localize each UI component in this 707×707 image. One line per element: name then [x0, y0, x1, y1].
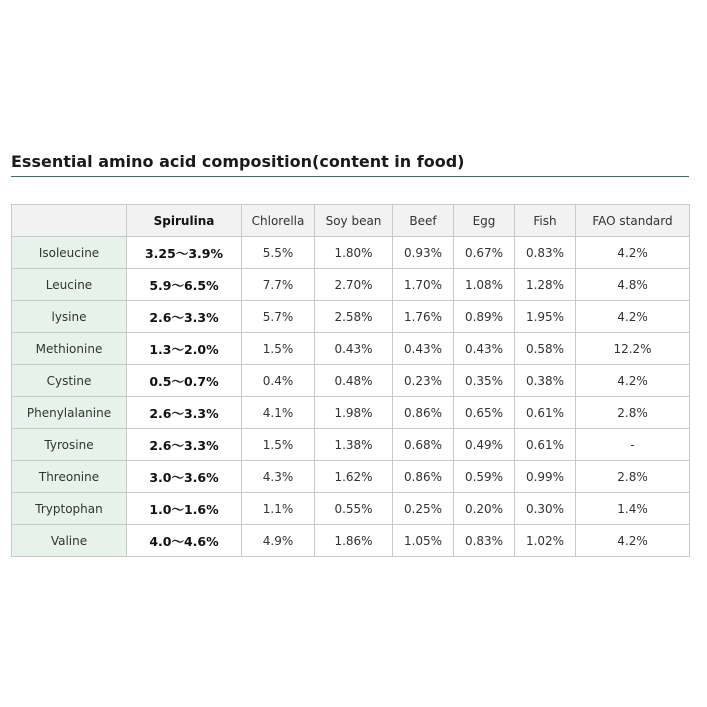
spirulina-value: 4.0～4.6% [127, 525, 242, 557]
section-heading [11, 152, 689, 177]
spirulina-value: 2.6～3.3% [127, 397, 242, 429]
fao-standard-value: 4.2% [576, 365, 690, 397]
fish-value: 0.58% [515, 333, 576, 365]
table-row [12, 397, 690, 429]
fao-standard-value: 4.2% [576, 237, 690, 269]
table-body [12, 237, 690, 557]
spirulina-value: 1.3～2.0% [127, 333, 242, 365]
fish-value: 0.38% [515, 365, 576, 397]
amino-acid-name: Leucine [12, 269, 127, 301]
chlorella-value: 4.3% [242, 461, 315, 493]
spirulina-value: 1.0～1.6% [127, 493, 242, 525]
fish-value: 0.99% [515, 461, 576, 493]
beef-value: 0.23% [393, 365, 454, 397]
fish-value: 1.28% [515, 269, 576, 301]
table-header-row [12, 205, 690, 237]
column-header-blank [12, 205, 127, 237]
table-row [12, 365, 690, 397]
amino-acid-name: Cystine [12, 365, 127, 397]
soy-bean-value: 1.98% [315, 397, 393, 429]
soy-bean-value: 1.80% [315, 237, 393, 269]
soy-bean-value: 1.62% [315, 461, 393, 493]
soy-bean-value: 1.38% [315, 429, 393, 461]
column-header-fish: Fish [515, 205, 576, 237]
beef-value: 0.86% [393, 461, 454, 493]
fish-value: 1.02% [515, 525, 576, 557]
soy-bean-value: 2.70% [315, 269, 393, 301]
chlorella-value: 1.5% [242, 429, 315, 461]
chlorella-value: 5.7% [242, 301, 315, 333]
table-row [12, 237, 690, 269]
amino-acid-name: Valine [12, 525, 127, 557]
fao-standard-value: 4.8% [576, 269, 690, 301]
beef-value: 0.25% [393, 493, 454, 525]
chlorella-value: 4.9% [242, 525, 315, 557]
egg-value: 0.20% [454, 493, 515, 525]
egg-value: 0.67% [454, 237, 515, 269]
spirulina-value: 5.9～6.5% [127, 269, 242, 301]
beef-value: 1.76% [393, 301, 454, 333]
fish-value: 0.61% [515, 429, 576, 461]
chlorella-value: 4.1% [242, 397, 315, 429]
spirulina-value: 0.5～0.7% [127, 365, 242, 397]
beef-value: 0.43% [393, 333, 454, 365]
egg-value: 0.43% [454, 333, 515, 365]
fish-value: 0.83% [515, 237, 576, 269]
page-title: Essential amino acid composition(content in food) [11, 152, 465, 171]
beef-value: 1.05% [393, 525, 454, 557]
amino-acid-table [11, 204, 690, 557]
table-row [12, 461, 690, 493]
amino-acid-name: Tryptophan [12, 493, 127, 525]
spirulina-value: 2.6～3.3% [127, 301, 242, 333]
table-row [12, 333, 690, 365]
egg-value: 0.65% [454, 397, 515, 429]
beef-value: 0.86% [393, 397, 454, 429]
amino-acid-name: lysine [12, 301, 127, 333]
egg-value: 0.35% [454, 365, 515, 397]
soy-bean-value: 0.43% [315, 333, 393, 365]
soy-bean-value: 2.58% [315, 301, 393, 333]
fao-standard-value: 4.2% [576, 525, 690, 557]
fish-value: 0.61% [515, 397, 576, 429]
amino-acid-name: Phenylalanine [12, 397, 127, 429]
chlorella-value: 5.5% [242, 237, 315, 269]
fish-value: 0.30% [515, 493, 576, 525]
table-row [12, 269, 690, 301]
fao-standard-value: 4.2% [576, 301, 690, 333]
column-header-egg: Egg [454, 205, 515, 237]
column-header-spirulina: Spirulina [127, 205, 242, 237]
table-row [12, 493, 690, 525]
egg-value: 0.49% [454, 429, 515, 461]
soy-bean-value: 1.86% [315, 525, 393, 557]
fish-value: 1.95% [515, 301, 576, 333]
table-row [12, 429, 690, 461]
chlorella-value: 7.7% [242, 269, 315, 301]
beef-value: 0.68% [393, 429, 454, 461]
amino-acid-name: Threonine [12, 461, 127, 493]
column-header-soy-bean: Soy bean [315, 205, 393, 237]
soy-bean-value: 0.55% [315, 493, 393, 525]
egg-value: 0.59% [454, 461, 515, 493]
amino-acid-name: Isoleucine [12, 237, 127, 269]
amino-acid-name: Methionine [12, 333, 127, 365]
beef-value: 1.70% [393, 269, 454, 301]
spirulina-value: 3.25～3.9% [127, 237, 242, 269]
fao-standard-value: 2.8% [576, 397, 690, 429]
chlorella-value: 1.5% [242, 333, 315, 365]
table-row [12, 301, 690, 333]
column-header-fao-standard: FAO standard [576, 205, 690, 237]
amino-acid-name: Tyrosine [12, 429, 127, 461]
fao-standard-value: - [576, 429, 690, 461]
column-header-chlorella: Chlorella [242, 205, 315, 237]
fao-standard-value: 2.8% [576, 461, 690, 493]
egg-value: 0.83% [454, 525, 515, 557]
fao-standard-value: 12.2% [576, 333, 690, 365]
chlorella-value: 1.1% [242, 493, 315, 525]
chlorella-value: 0.4% [242, 365, 315, 397]
egg-value: 1.08% [454, 269, 515, 301]
fao-standard-value: 1.4% [576, 493, 690, 525]
spirulina-value: 2.6～3.3% [127, 429, 242, 461]
spirulina-value: 3.0～3.6% [127, 461, 242, 493]
beef-value: 0.93% [393, 237, 454, 269]
column-header-beef: Beef [393, 205, 454, 237]
egg-value: 0.89% [454, 301, 515, 333]
soy-bean-value: 0.48% [315, 365, 393, 397]
table-row [12, 525, 690, 557]
